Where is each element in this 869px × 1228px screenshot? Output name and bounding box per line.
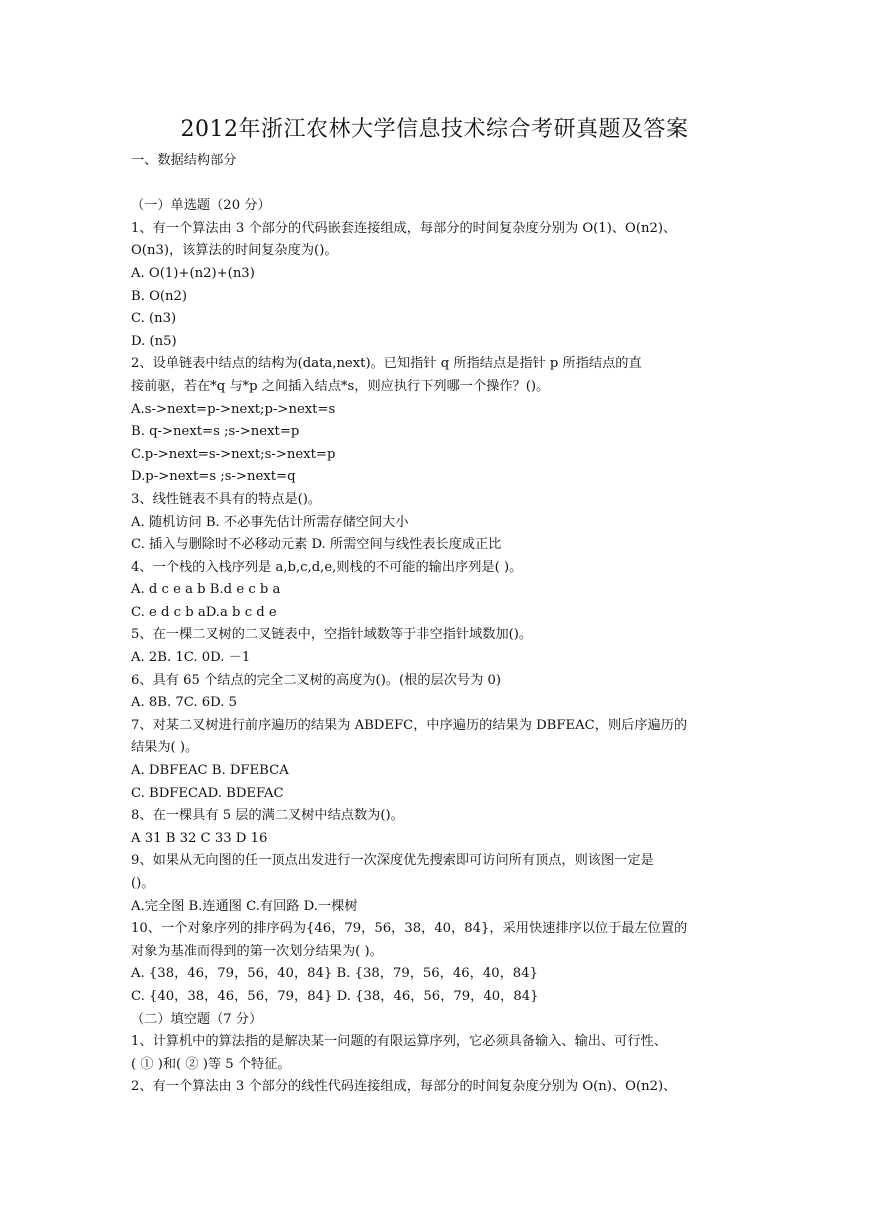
text-line: ()。 <box>131 876 155 891</box>
text-line: 一、数据结构部分 <box>131 153 237 168</box>
text-line: 接前驱，若在*q 与*p 之间插入结点*s，则应执行下列哪一个操作？()。 <box>131 378 550 394</box>
text-line: O(n3)，该算法的时间复杂度为()。 <box>131 243 338 259</box>
blank-line <box>131 173 741 196</box>
text-line: C. {40，38，46，56，79，84} D. {38，46，56，79，40，84} <box>131 988 539 1004</box>
text-line: C. (n3) <box>131 311 177 327</box>
text-line: B. q->next=s ;s->next=p <box>131 424 300 440</box>
text-line: 1、有一个算法由 3 个部分的代码嵌套连接组成，每部分的时间复杂度分别为 O(1)、O(n2)、 <box>131 220 677 236</box>
text-line: A. 8B. 7C. 6D. 5 <box>131 695 238 711</box>
text-line: 9、如果从无向图的任一顶点出发进行一次深度优先搜索即可访问所有顶点，则该图一定是 <box>131 853 654 869</box>
text-line: D.p->next=s ;s->next=q <box>131 469 296 485</box>
text-line: C. BDFECAD. BDEFAC <box>131 785 284 801</box>
text-line: 6、具有 65 个结点的完全二叉树的高度为()。(根的层次号为 0) <box>131 672 502 688</box>
text-line: A.s->next=p->next;p->next=s <box>131 401 336 417</box>
text-line: 对象为基准而得到的第一次划分结果为( )。 <box>131 943 383 959</box>
text-line: C. 插入与删除时不必移动元素 D. 所需空间与线性表长度成正比 <box>131 537 502 553</box>
text-line: A.完全图 B.连通图 C.有回路 D.一棵树 <box>131 898 358 914</box>
text-line: 1、计算机中的算法指的是解决某一问题的有限运算序列，它必须具备输入、输出、可行性、 <box>131 1034 667 1050</box>
text-line: 2、有一个算法由 3 个部分的线性代码连接组成，每部分的时间复杂度分别为 O(n)、O(n2)、 <box>131 1079 677 1095</box>
text-line: A. O(1)+(n2)+(n3) <box>131 265 255 281</box>
document-title: 2012年浙江农林大学信息技术综合考研真题及答案 <box>180 117 689 142</box>
text-line: ( ① )和( ② )等 5 个特征。 <box>131 1056 291 1072</box>
text-line: 10、一个对象序列的排序码为{46，79，56，38，40，84}，采用快速排序以位于最左位置的 <box>131 921 688 937</box>
text-line: 5、在一棵二叉树的二叉链表中，空指针域数等于非空指针域数加()。 <box>131 627 533 643</box>
text-line: 3、线性链表不具有的特点是()。 <box>131 491 322 507</box>
document-body <box>131 150 741 1099</box>
text-line: A. d c e a b B.d e c b a <box>131 582 281 598</box>
text-line: 4、一个栈的入栈序列是 a,b,c,d,e,则栈的不可能的输出序列是( )。 <box>131 559 523 575</box>
text-line: （一）单选题（20 分） <box>131 198 271 214</box>
text-line: A 31 B 32 C 33 D 16 <box>131 830 268 846</box>
text-line: D. (n5) <box>131 333 177 349</box>
text-line: 2、设单链表中结点的结构为(data,next)。已知指针 q 所指结点是指针 p 所指结点的直 <box>131 356 642 372</box>
text-line: A. 2B. 1C. 0D. －1 <box>131 650 251 666</box>
text-line: A. 随机访问 B. 不必事先估计所需存储空间大小 <box>131 514 409 530</box>
text-line: 8、在一棵具有 5 层的满二叉树中结点数为()。 <box>131 808 404 824</box>
text-line: B. O(n2) <box>131 288 188 304</box>
text-line: A. {38，46，79，56，40，84} B. {38，79，56，46，40，84} <box>131 966 538 982</box>
text-line: C.p->next=s->next;s->next=p <box>131 446 336 462</box>
text-line: C. e d c b aD.a b c d e <box>131 604 277 620</box>
text-line: A. DBFEAC B. DFEBCA <box>131 763 289 779</box>
text-line: （二）填空题（7 分） <box>131 1011 263 1027</box>
text-line: 结果为( )。 <box>131 740 199 756</box>
text-line: 7、对某二叉树进行前序遍历的结果为 ABDEFC，中序遍历的结果为 DBFEAC，则后序遍历的 <box>131 717 688 733</box>
